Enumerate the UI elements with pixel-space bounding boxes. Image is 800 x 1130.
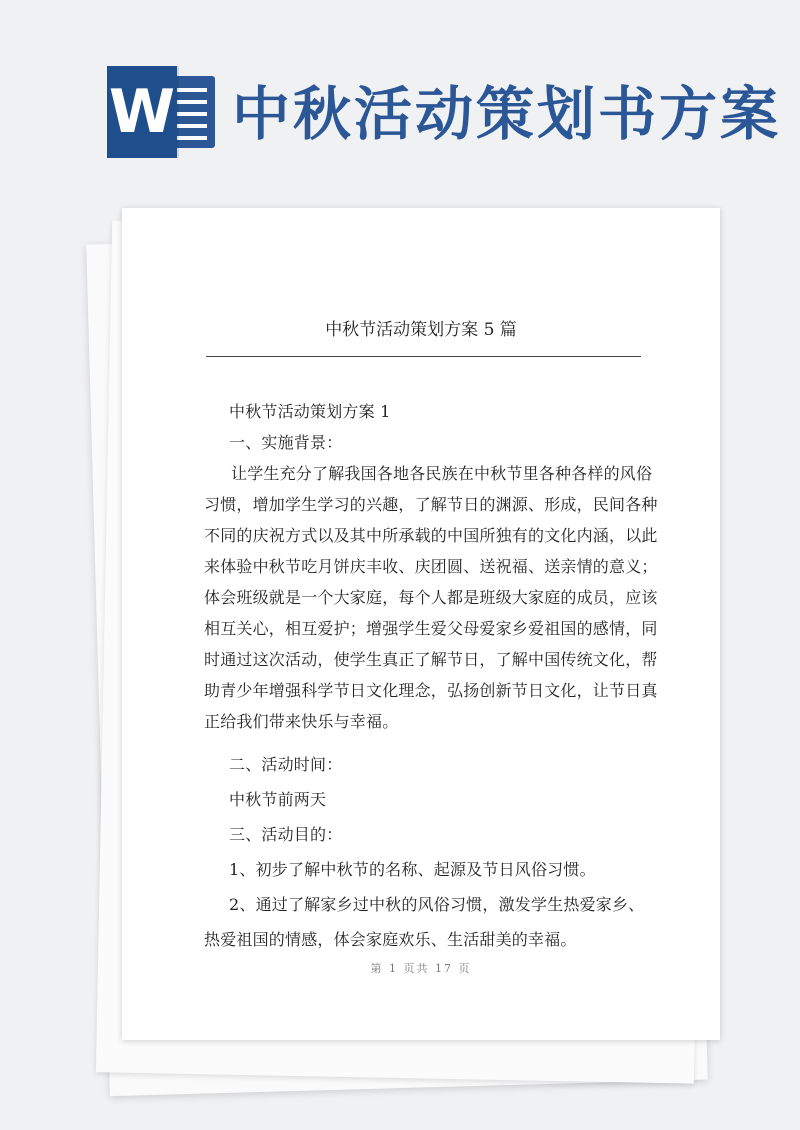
section-heading-time: 二、活动时间： — [229, 755, 343, 774]
page-number-footer: 第 1 页共 17 页 — [370, 962, 472, 975]
document-page — [122, 208, 720, 1040]
section-time-text: 中秋节前两天 — [229, 790, 327, 809]
goal-item-1: 1、初步了解中秋节的名称、起源及节日风俗习惯。 — [229, 860, 596, 879]
document-header-title: 中秋节活动策划方案 5 篇 — [325, 320, 517, 340]
banner — [0, 0, 800, 190]
paragraph-line: 相互关心，相互爱护；增强学生爱父母爱家乡爱祖国的感情，同 — [204, 619, 658, 638]
document-body — [204, 396, 658, 955]
paragraph-line: 正给我们带来快乐与幸福。 — [204, 712, 399, 731]
paragraph-line: 来体验中秋节吃月饼庆丰收、庆团圆、送祝福、送亲情的意义； — [204, 557, 658, 576]
banner-title: 中秋活动策划书方案 — [232, 80, 782, 148]
paragraph-line: 时通过这次活动，使学生真正了解节日，了解中国传统文化，帮 — [204, 650, 658, 669]
paragraph-line: 体会班级就是一个大家庭，每个人都是班级大家庭的成员，应该 — [204, 588, 658, 607]
word-icon — [107, 66, 215, 158]
paragraph-line: 助青少年增强科学节日文化理念，弘扬创新节日文化，让节日真 — [204, 681, 658, 700]
header-divider — [206, 356, 641, 357]
paragraph-line: 习惯，增加学生学习的兴趣，了解节日的渊源、形成，民间各种 — [204, 495, 658, 514]
goal-item-2-line: 2、通过了解家乡过中秋的风俗习惯，激发学生热爱家乡、 — [229, 895, 645, 914]
document-subtitle: 中秋节活动策划方案 1 — [229, 402, 391, 421]
paragraph-line: 让学生充分了解我国各地各民族在中秋节里各种各样的风俗 — [231, 464, 653, 483]
section-heading-background: 一、实施背景： — [229, 433, 343, 452]
goal-item-2-line: 热爱祖国的情感，体会家庭欢乐、生活甜美的幸福。 — [204, 930, 577, 949]
word-letter-badge: W — [107, 66, 177, 158]
section-heading-goals: 三、活动目的： — [229, 825, 343, 844]
paragraph-line: 不同的庆祝方式以及其中所承载的中国所独有的文化内涵，以此 — [204, 526, 658, 545]
